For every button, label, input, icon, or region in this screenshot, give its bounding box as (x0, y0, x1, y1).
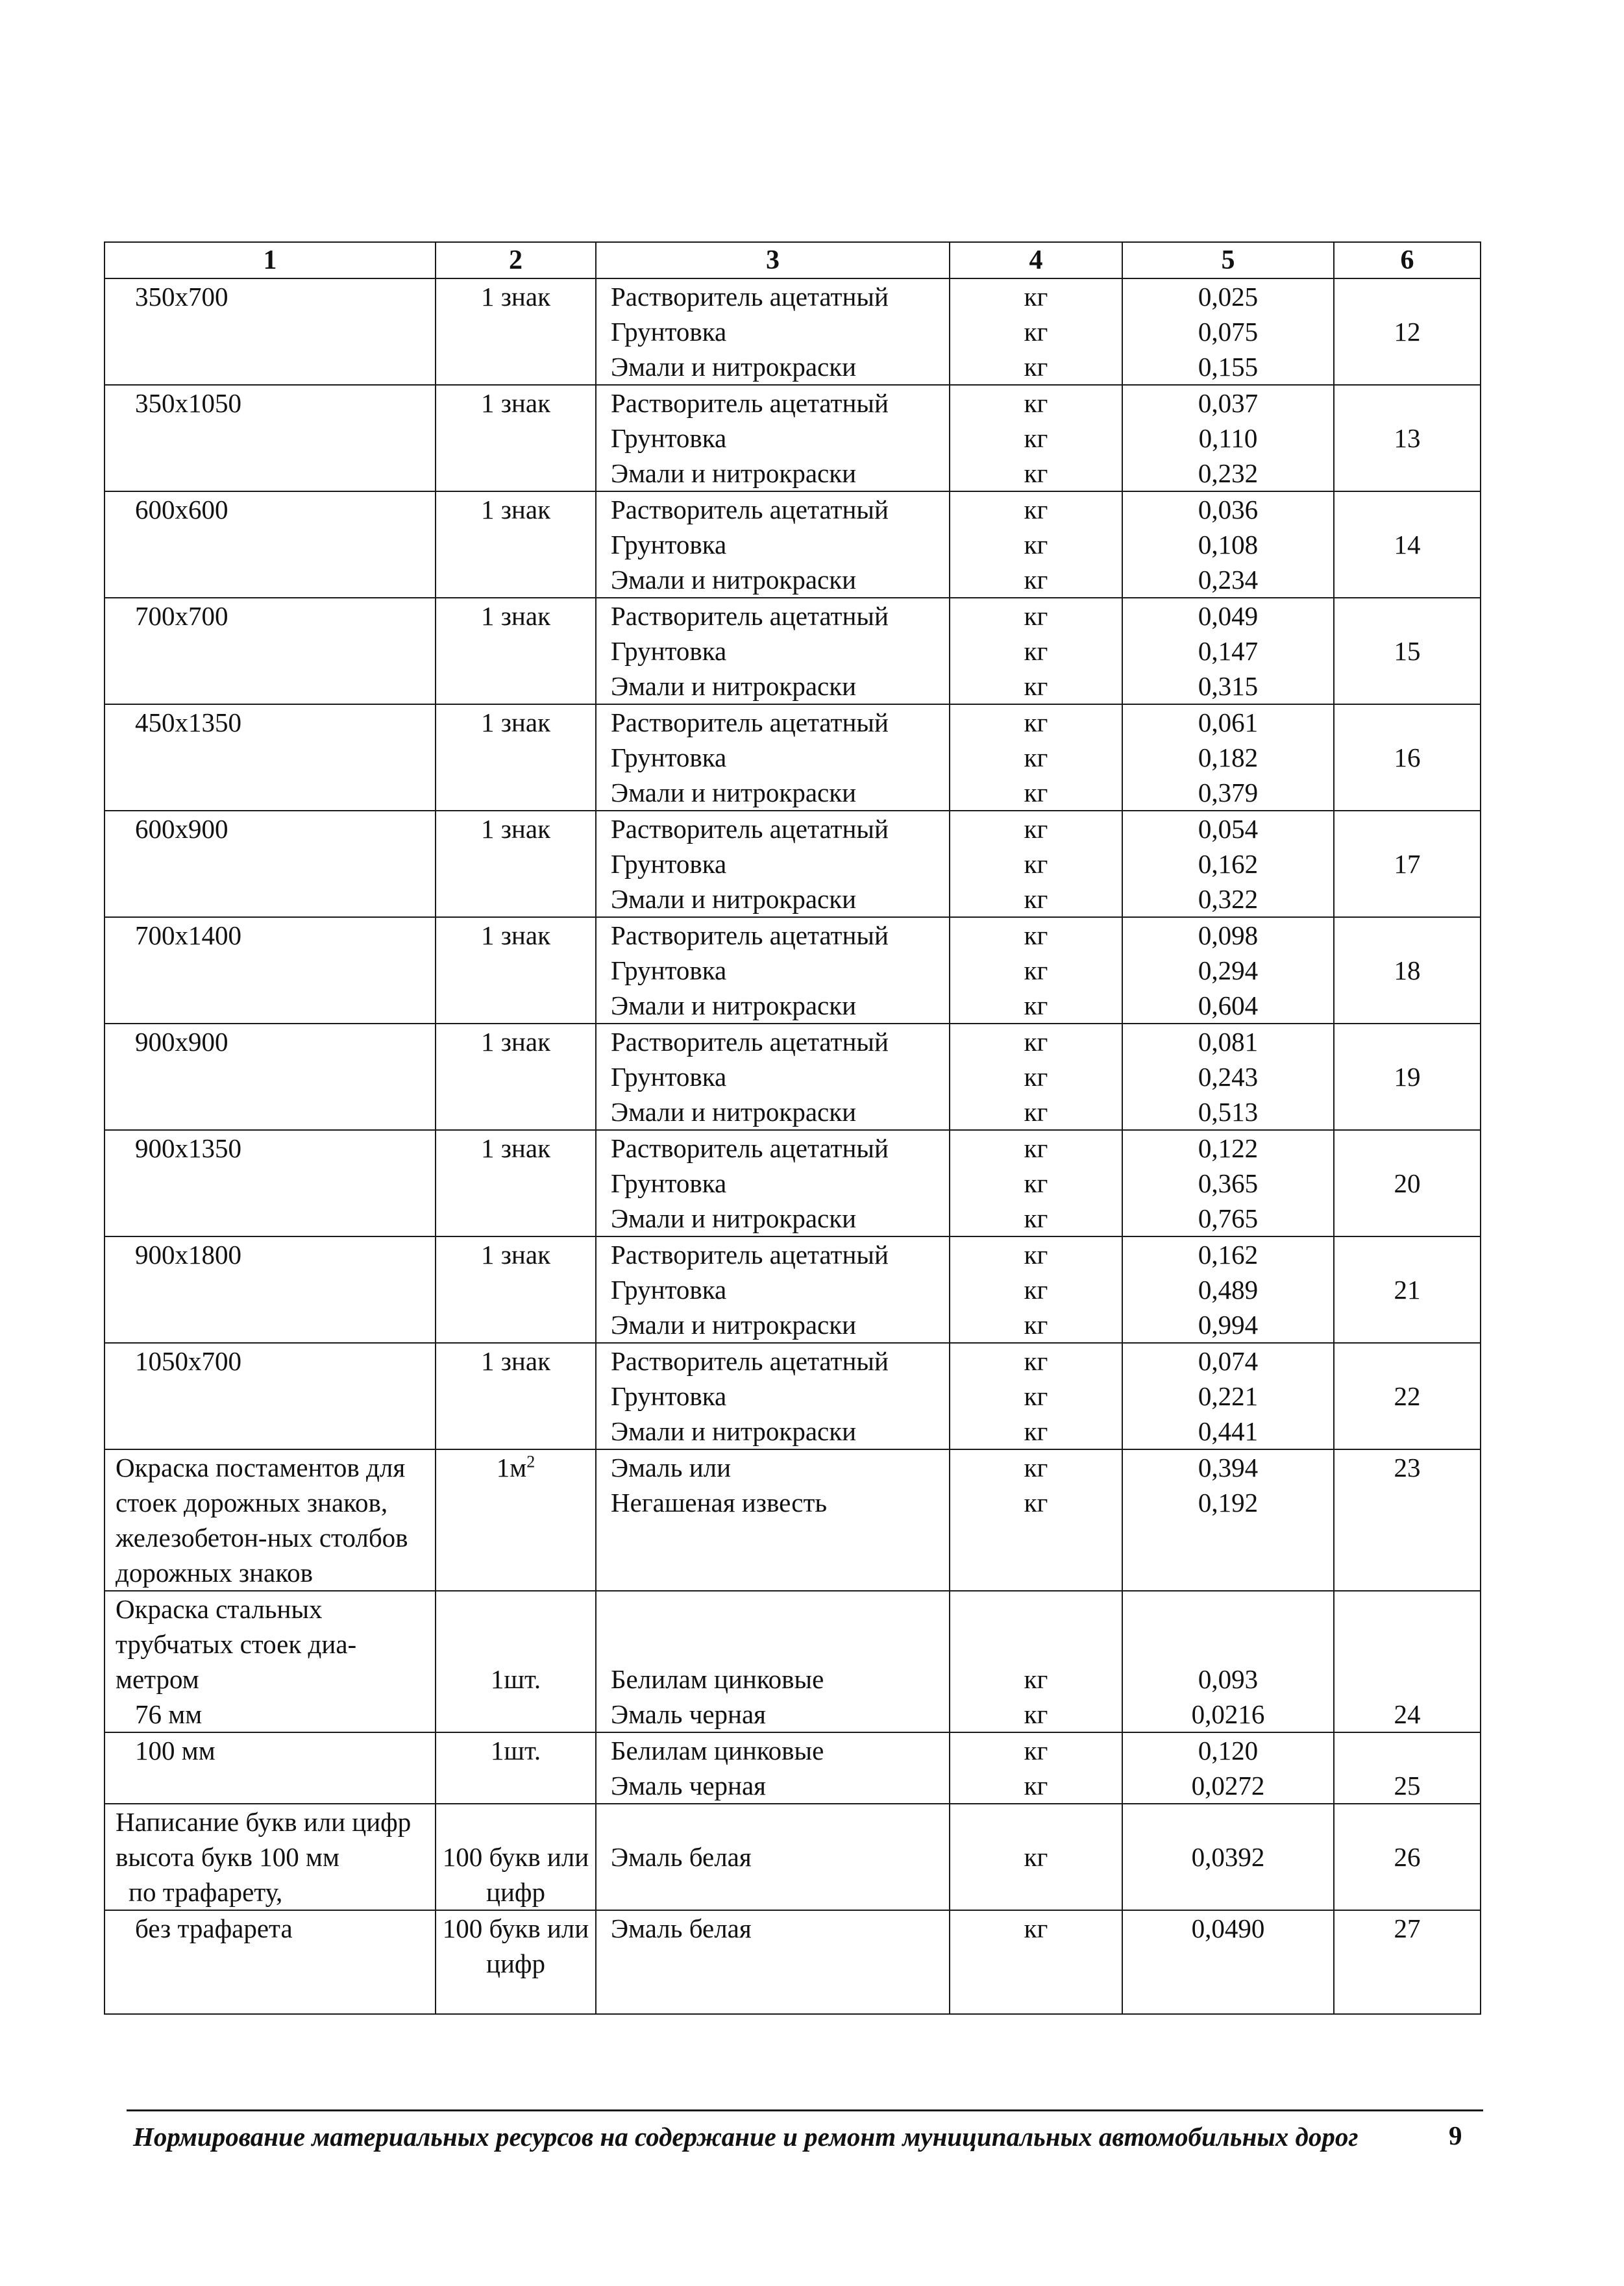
sign-units-line: кг (1024, 601, 1048, 631)
sign-size: 900x1350 (105, 1130, 436, 1236)
sign-values-line: 0,162 (1198, 849, 1259, 879)
sign-size: 450x1350 (105, 704, 436, 811)
sign-units-line: кг (1024, 778, 1048, 807)
sign-unit: 1 знак (436, 704, 596, 811)
sign-size: 900x900 (105, 1024, 436, 1130)
posts-num-100: 25 (1334, 1732, 1481, 1804)
pedestal-u-2: кг (1024, 1488, 1048, 1518)
sign-row (105, 1024, 1481, 1130)
sign-values-line: 0,147 (1198, 636, 1259, 666)
sign-materials-line: Грунтовка (611, 1275, 727, 1305)
sign-values (1122, 704, 1334, 811)
sign-units (950, 1130, 1122, 1236)
sign-row (105, 704, 1481, 811)
sign-values-line: 0,513 (1198, 1097, 1259, 1127)
sign-row (105, 1343, 1481, 1449)
sign-units (950, 1024, 1122, 1130)
posts-mat-76-1: Белилам цинковые (611, 1664, 824, 1694)
sign-units-line: кг (1024, 495, 1048, 524)
letters-row-stencil (105, 1804, 1481, 1910)
sign-units-line: кг (1024, 458, 1048, 488)
sign-units-line: кг (1024, 1310, 1048, 1340)
sign-units (950, 1343, 1122, 1449)
sign-unit: 1 знак (436, 1236, 596, 1343)
posts-v-100-2: 0,0272 (1191, 1771, 1265, 1801)
sign-units-line: кг (1024, 1275, 1048, 1305)
posts-u-100-1: кг (1024, 1736, 1048, 1765)
sign-values (1122, 1343, 1334, 1449)
sign-materials-line: Растворитель ацетатный (611, 388, 889, 418)
posts-v-100-1: 0,120 (1198, 1736, 1259, 1765)
sign-values-line: 0,315 (1198, 671, 1259, 701)
sign-units (950, 385, 1122, 491)
sign-unit: 1 знак (436, 1343, 596, 1449)
letters-label-stencil: по трафарету, (129, 1877, 283, 1907)
sign-units (950, 491, 1122, 598)
sign-num: 16 (1334, 704, 1481, 811)
sign-units-line: кг (1024, 884, 1048, 914)
sign-values-line: 0,108 (1198, 530, 1259, 559)
sign-units (950, 598, 1122, 704)
posts-unit-100: 1шт. (436, 1732, 596, 1804)
sign-materials (596, 491, 950, 598)
sign-units-line: кг (1024, 1346, 1048, 1376)
sign-units-line: кг (1024, 1381, 1048, 1411)
letters-value-free: 0,0490 (1122, 1910, 1334, 2014)
col-header-5: 5 (1122, 242, 1334, 278)
sign-values (1122, 917, 1334, 1024)
sign-row (105, 278, 1481, 385)
pedestal-materials (596, 1449, 950, 1591)
sign-units-line: кг (1024, 1416, 1048, 1446)
sign-row (105, 598, 1481, 704)
sign-values-line: 0,098 (1198, 920, 1259, 950)
sign-values (1122, 1130, 1334, 1236)
sign-values (1122, 278, 1334, 385)
sign-values (1122, 491, 1334, 598)
sign-materials-line: Растворитель ацетатный (611, 1133, 889, 1163)
pedestal-v-2: 0,192 (1198, 1488, 1259, 1518)
sign-values-line: 0,155 (1198, 352, 1259, 382)
letters-u-stencil: кг (950, 1804, 1122, 1910)
sign-units-line: кг (1024, 282, 1048, 312)
sign-num: 17 (1334, 811, 1481, 917)
sign-materials-line: Растворитель ацетатный (611, 920, 889, 950)
sign-values-line: 0,162 (1198, 1240, 1259, 1270)
sign-row (105, 1236, 1481, 1343)
posts-units-76 (950, 1591, 1122, 1732)
sign-row (105, 811, 1481, 917)
letters-unit-stencil: 100 букв или цифр (436, 1804, 596, 1910)
sign-materials-line: Грунтовка (611, 530, 727, 559)
sign-materials (596, 1236, 950, 1343)
sign-unit: 1 знак (436, 278, 596, 385)
sign-units-line: кг (1024, 671, 1048, 701)
sign-values-line: 0,061 (1198, 707, 1259, 737)
letters-row-free (105, 1910, 1481, 2014)
sign-num: 13 (1334, 385, 1481, 491)
posts-materials-100 (596, 1732, 950, 1804)
sign-values-line: 0,234 (1198, 565, 1259, 595)
posts-label-100: 100 мм (135, 1736, 215, 1765)
posts-units-100 (950, 1732, 1122, 1804)
pedestal-unit-text: 1м (496, 1453, 527, 1482)
sign-size: 700x1400 (105, 917, 436, 1024)
sign-materials-line: Эмали и нитрокраски (611, 990, 857, 1020)
sign-materials-line: Грунтовка (611, 1168, 727, 1198)
sign-unit: 1 знак (436, 811, 596, 917)
sign-num: 14 (1334, 491, 1481, 598)
sign-materials (596, 278, 950, 385)
sign-materials-line: Растворитель ацетатный (611, 495, 889, 524)
sign-materials (596, 811, 950, 917)
posts-unit-76-text: 1шт. (490, 1664, 541, 1694)
pedestal-material-1: Эмаль или (611, 1453, 732, 1482)
posts-mat-76-2: Эмаль черная (611, 1699, 767, 1729)
posts-values-76 (1122, 1591, 1334, 1732)
sign-units-line: кг (1024, 1133, 1048, 1163)
sign-values-line: 0,037 (1198, 388, 1259, 418)
footer-text: Нормирование материальных ресурсов на содержание и ремонт муниципальных автомобильных дорог (133, 2122, 1359, 2152)
sign-materials-line: Грунтовка (611, 1381, 727, 1411)
posts-mat-100-2: Эмаль черная (611, 1771, 767, 1801)
pedestal-material-2: Негашеная известь (611, 1488, 828, 1518)
sign-materials-line: Эмали и нитрокраски (611, 458, 857, 488)
norms-table (104, 241, 1481, 2015)
sign-values-line: 0,365 (1198, 1168, 1259, 1198)
footer-rule (127, 2109, 1483, 2111)
posts-label-76: 76 мм (135, 1699, 203, 1729)
sign-materials-line: Эмали и нитрокраски (611, 1310, 857, 1340)
sign-values-line: 0,182 (1198, 743, 1259, 772)
posts-u-76-1: кг (1024, 1664, 1048, 1694)
sign-materials-line: Растворитель ацетатный (611, 282, 889, 312)
sign-units (950, 278, 1122, 385)
sign-materials-line: Грунтовка (611, 423, 727, 453)
sign-unit: 1 знак (436, 1130, 596, 1236)
sign-materials (596, 917, 950, 1024)
posts-materials-76 (596, 1591, 950, 1732)
sign-values-line: 0,054 (1198, 814, 1259, 844)
sign-materials-line: Эмали и нитрокраски (611, 671, 857, 701)
sign-values (1122, 1024, 1334, 1130)
sign-size: 700x700 (105, 598, 436, 704)
sign-num: 21 (1334, 1236, 1481, 1343)
letters-height: высота букв 100 мм (116, 1842, 339, 1872)
sign-values-line: 0,604 (1198, 990, 1259, 1020)
sign-materials (596, 1343, 950, 1449)
sign-units-line: кг (1024, 352, 1048, 382)
sign-materials-line: Растворитель ацетатный (611, 1027, 889, 1057)
sign-units (950, 1236, 1122, 1343)
sign-values-line: 0,049 (1198, 601, 1259, 631)
sign-materials-line: Эмали и нитрокраски (611, 1416, 857, 1446)
letters-num-free: 27 (1334, 1910, 1481, 2014)
page-number: 9 (1449, 2120, 1462, 2150)
pedestal-unit (436, 1449, 596, 1591)
sign-values-line: 0,243 (1198, 1062, 1259, 1092)
pedestal-v-1: 0,394 (1198, 1453, 1259, 1482)
sign-materials-line: Растворитель ацетатный (611, 707, 889, 737)
sign-materials-line: Грунтовка (611, 849, 727, 879)
letters-label-free: без трафарета (135, 1913, 293, 1943)
pedestal-values (1122, 1449, 1334, 1591)
sign-units-line: кг (1024, 1168, 1048, 1198)
col-header-6: 6 (1334, 242, 1481, 278)
sign-values-line: 0,110 (1198, 423, 1258, 453)
sign-num: 12 (1334, 278, 1481, 385)
sign-units-line: кг (1024, 1097, 1048, 1127)
sign-materials-line: Эмали и нитрокраски (611, 884, 857, 914)
sign-values-line: 0,994 (1198, 1310, 1259, 1340)
pedestal-u-1: кг (1024, 1453, 1048, 1482)
sign-units-line: кг (1024, 530, 1048, 559)
sign-materials (596, 1024, 950, 1130)
sign-units-line: кг (1024, 388, 1048, 418)
sign-units-line: кг (1024, 565, 1048, 595)
sign-materials-line: Эмали и нитрокраски (611, 565, 857, 595)
col-header-4: 4 (950, 242, 1122, 278)
sign-units-line: кг (1024, 707, 1048, 737)
sign-num: 15 (1334, 598, 1481, 704)
sign-materials-line: Грунтовка (611, 955, 727, 985)
sign-num: 19 (1334, 1024, 1481, 1130)
sign-values-line: 0,025 (1198, 282, 1259, 312)
sign-units-line: кг (1024, 955, 1048, 985)
letters-value-stencil: 0,0392 (1122, 1804, 1334, 1910)
sign-num: 18 (1334, 917, 1481, 1024)
pedestal-num: 23 (1334, 1449, 1481, 1591)
sign-units-line: кг (1024, 849, 1048, 879)
sign-materials-line: Грунтовка (611, 317, 727, 347)
sign-unit: 1 знак (436, 385, 596, 491)
special-rows (105, 1449, 1481, 2014)
sign-values-line: 0,036 (1198, 495, 1259, 524)
sign-units-line: кг (1024, 636, 1048, 666)
posts-u-76-2: кг (1024, 1699, 1048, 1729)
sign-materials (596, 385, 950, 491)
letters-u-free: кг (950, 1910, 1122, 2014)
pedestal-name: Окраска постаментов для стоек дорожных знаков, железобетон-ных столбов дорожных знаков (105, 1449, 436, 1591)
sign-units-line: кг (1024, 317, 1048, 347)
sign-values-line: 0,489 (1198, 1275, 1259, 1305)
sign-units-line: кг (1024, 1027, 1048, 1057)
sign-materials-line: Эмали и нитрокраски (611, 1203, 857, 1233)
posts-v-76-2: 0,0216 (1191, 1699, 1265, 1729)
posts-num-76: 24 (1334, 1591, 1481, 1732)
letters-name (105, 1804, 436, 1910)
sign-units (950, 704, 1122, 811)
posts-name (105, 1591, 436, 1732)
sign-num: 20 (1334, 1130, 1481, 1236)
pedestal-row (105, 1449, 1481, 1591)
sign-materials-line: Грунтовка (611, 1062, 727, 1092)
posts-unit-76-spacer (436, 1697, 595, 1732)
sign-materials-line: Грунтовка (611, 743, 727, 772)
sign-units (950, 917, 1122, 1024)
sign-materials (596, 1130, 950, 1236)
sign-values-line: 0,441 (1198, 1416, 1259, 1446)
sign-values (1122, 598, 1334, 704)
sign-materials (596, 598, 950, 704)
sign-units-line: кг (1024, 743, 1048, 772)
sign-units (950, 811, 1122, 917)
sign-units-line: кг (1024, 990, 1048, 1020)
posts-v-76-1: 0,093 (1198, 1664, 1259, 1694)
posts-u-100-2: кг (1024, 1771, 1048, 1801)
sign-values-line: 0,221 (1198, 1381, 1259, 1411)
sign-values-line: 0,081 (1198, 1027, 1259, 1057)
sign-values-line: 0,122 (1198, 1133, 1259, 1163)
sign-size: 1050x700 (105, 1343, 436, 1449)
sign-size: 350x1050 (105, 385, 436, 491)
sign-values-line: 0,322 (1198, 884, 1259, 914)
col-header-1: 1 (105, 242, 436, 278)
sign-unit: 1 знак (436, 598, 596, 704)
sign-values-line: 0,294 (1198, 955, 1259, 985)
posts-row-76 (105, 1591, 1481, 1732)
sign-units-line: кг (1024, 814, 1048, 844)
sign-row (105, 491, 1481, 598)
sign-size: 350x700 (105, 278, 436, 385)
sign-materials-line: Эмали и нитрокраски (611, 352, 857, 382)
sign-size: 600x600 (105, 491, 436, 598)
sign-units-line: кг (1024, 1240, 1048, 1270)
posts-row-100 (105, 1732, 1481, 1804)
sign-unit: 1 знак (436, 1024, 596, 1130)
pedestal-unit-sup: 2 (526, 1452, 535, 1471)
header-row (105, 242, 1481, 278)
sign-values (1122, 1236, 1334, 1343)
sign-materials-line: Растворитель ацетатный (611, 1346, 889, 1376)
letters-unit-free: 100 букв или цифр (436, 1910, 596, 2014)
sign-materials-line: Растворитель ацетатный (611, 814, 889, 844)
sign-values-line: 0,232 (1198, 458, 1259, 488)
sign-units-line: кг (1024, 1062, 1048, 1092)
sign-rows (105, 278, 1481, 1449)
sign-materials-line: Эмали и нитрокраски (611, 778, 857, 807)
posts-values-100 (1122, 1732, 1334, 1804)
sign-num: 22 (1334, 1343, 1481, 1449)
sign-materials (596, 704, 950, 811)
sign-materials-line: Растворитель ацетатный (611, 1240, 889, 1270)
sign-units-line: кг (1024, 1203, 1048, 1233)
letters-label-free-cell (105, 1910, 436, 2014)
posts-unit-76 (436, 1591, 596, 1732)
sign-values-line: 0,074 (1198, 1346, 1259, 1376)
sign-unit: 1 знак (436, 491, 596, 598)
sign-materials-line: Эмали и нитрокраски (611, 1097, 857, 1127)
sign-values-line: 0,765 (1198, 1203, 1259, 1233)
sign-values (1122, 811, 1334, 917)
sign-values-line: 0,379 (1198, 778, 1259, 807)
sign-units-line: кг (1024, 423, 1048, 453)
sign-materials-line: Грунтовка (611, 636, 727, 666)
pedestal-units (950, 1449, 1122, 1591)
posts-label-100-cell (105, 1732, 436, 1804)
letters-material-free: Эмаль белая (596, 1910, 950, 2014)
sign-size: 900x1800 (105, 1236, 436, 1343)
col-header-2: 2 (436, 242, 596, 278)
sign-values (1122, 385, 1334, 491)
posts-mat-100-1: Белилам цинковые (611, 1736, 824, 1765)
sign-materials-line: Растворитель ацетатный (611, 601, 889, 631)
sign-unit: 1 знак (436, 917, 596, 1024)
sign-values-line: 0,075 (1198, 317, 1259, 347)
letters-num-stencil: 26 (1334, 1804, 1481, 1910)
sign-row (105, 385, 1481, 491)
sign-size: 600x900 (105, 811, 436, 917)
sign-row (105, 1130, 1481, 1236)
posts-title: Окраска стальных трубчатых стоек диа-метром (116, 1594, 357, 1694)
sign-row (105, 917, 1481, 1024)
col-header-3: 3 (596, 242, 950, 278)
letters-material-stencil: Эмаль белая (596, 1804, 950, 1910)
letters-title: Написание букв или цифр (116, 1807, 412, 1837)
sign-units-line: кг (1024, 920, 1048, 950)
